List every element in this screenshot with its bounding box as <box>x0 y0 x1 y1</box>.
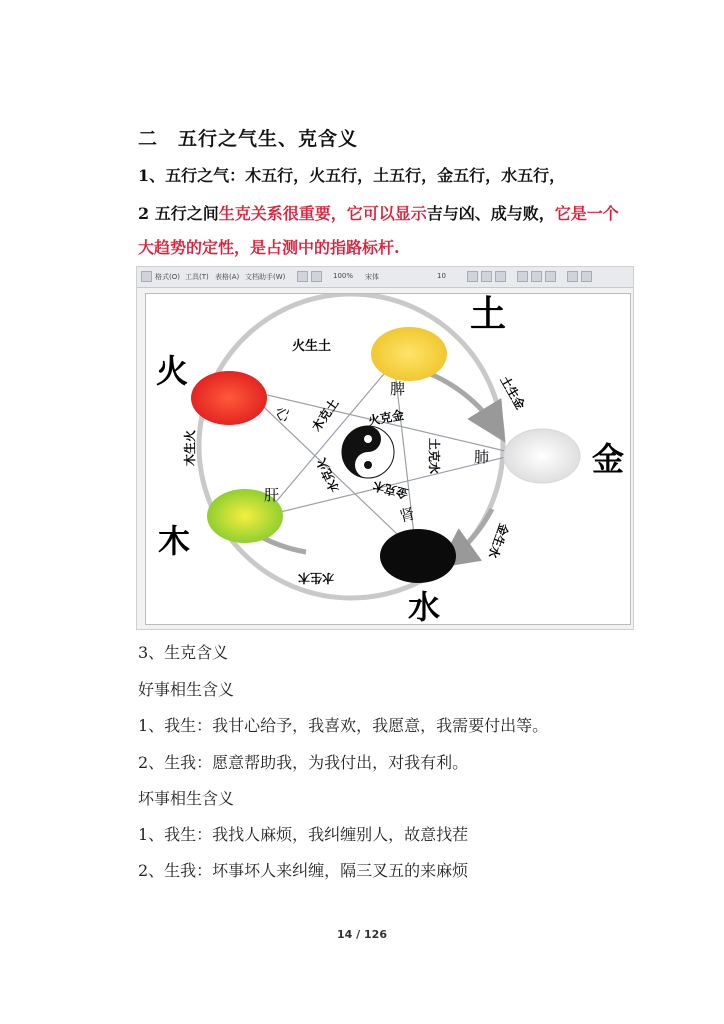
line2-prefix: 2 五行之间 <box>138 204 219 223</box>
label-water: 水 <box>408 588 441 624</box>
page-number: 14 / 126 <box>337 928 387 941</box>
sheng-wood-fire: 木生火 <box>183 429 197 466</box>
font-name: 宋体 <box>365 273 379 281</box>
water-circle <box>380 529 456 583</box>
line2-red-2: 它是一个 <box>554 204 619 223</box>
underline-icon <box>495 271 506 282</box>
toolbar-icon <box>141 271 152 282</box>
earth-circle <box>371 327 447 381</box>
section3-title: 3、生克含义 <box>138 643 229 662</box>
organ-liver: 肝 <box>264 486 280 504</box>
align-left-icon <box>517 271 528 282</box>
line2-red-1: 生克关系很重要，它可以显示 <box>218 204 427 223</box>
good-item-2: 2、生我：愿意帮助我，为我付出，对我有利。 <box>138 753 469 772</box>
fire-circle <box>191 371 267 425</box>
paragraph-five-qi: 1、五行之气：木五行，火五行，土五行，金五行，水五行， <box>138 166 566 185</box>
menu-table: 表格(A) <box>215 273 240 281</box>
ke-earth-water: 土克水 <box>427 438 441 475</box>
editor-toolbar <box>137 267 633 288</box>
line2-black: 吉与凶、成与败， <box>426 204 555 223</box>
undo-icon <box>297 271 308 282</box>
organ-lung: 肺 <box>474 448 490 466</box>
menu-format: 格式(O) <box>155 273 180 281</box>
wuxing-diagram <box>146 294 630 624</box>
good-title: 好事相生含义 <box>138 680 235 699</box>
label-fire: 火 <box>156 352 189 390</box>
good-item-1: 1、我生：我甘心给予，我喜欢，我愿意，我需要付出等。 <box>138 716 549 735</box>
align-right-icon <box>545 271 556 282</box>
ke-metal-wood: 金克木 <box>371 478 410 501</box>
sheng-earth-metal: 土生金 <box>497 373 528 412</box>
label-metal: 金 <box>592 440 625 478</box>
organ-kidney: 肾 <box>397 504 417 526</box>
yin-yang-icon <box>342 426 394 478</box>
zoom-level: 100% <box>333 272 354 280</box>
sheng-water-wood: 水生木 <box>297 571 334 585</box>
bad-title: 坏事相生含义 <box>138 789 235 808</box>
ke-water-fire: 水克火 <box>314 455 342 495</box>
paragraph-trend: 大趋势的定性，是占测中的指路标杆. <box>138 238 400 257</box>
paragraph-sheng-ke <box>138 201 619 224</box>
sheng-fire-earth: 火生土 <box>292 339 332 354</box>
font-size: 10 <box>437 272 446 280</box>
align-center-icon <box>531 271 542 282</box>
diagram-canvas <box>145 293 631 625</box>
redo-icon <box>311 271 322 282</box>
list-icon <box>567 271 578 282</box>
sheng-metal-water: 金生水 <box>485 521 512 561</box>
page-current: 14 <box>337 928 353 941</box>
organ-heart: 心 <box>271 403 295 426</box>
ke-wood-earth: 木克土 <box>309 396 342 434</box>
heading-title: 五行之气生、克含义 <box>178 128 359 150</box>
organ-spleen: 脾 <box>390 380 406 398</box>
label-earth: 土 <box>470 294 507 335</box>
label-wood: 木 <box>158 522 191 560</box>
bad-item-1: 1、我生：我找人麻烦，我纠缠别人，故意找茬 <box>138 825 469 844</box>
heading-number: 二 <box>138 128 159 150</box>
page-total: 126 <box>364 928 387 941</box>
embedded-screenshot <box>136 266 634 630</box>
menu-tools: 工具(T) <box>185 273 209 281</box>
ke-fire-metal: 火克金 <box>367 407 405 429</box>
bold-icon <box>467 271 478 282</box>
indent-icon <box>581 271 592 282</box>
menu-doc-assistant: 文档助手(W) <box>245 273 286 281</box>
section-heading <box>138 124 358 151</box>
bad-item-2: 2、生我：坏事坏人来纠缠，隔三叉五的来麻烦 <box>138 861 469 880</box>
italic-icon <box>481 271 492 282</box>
metal-circle <box>504 429 580 483</box>
